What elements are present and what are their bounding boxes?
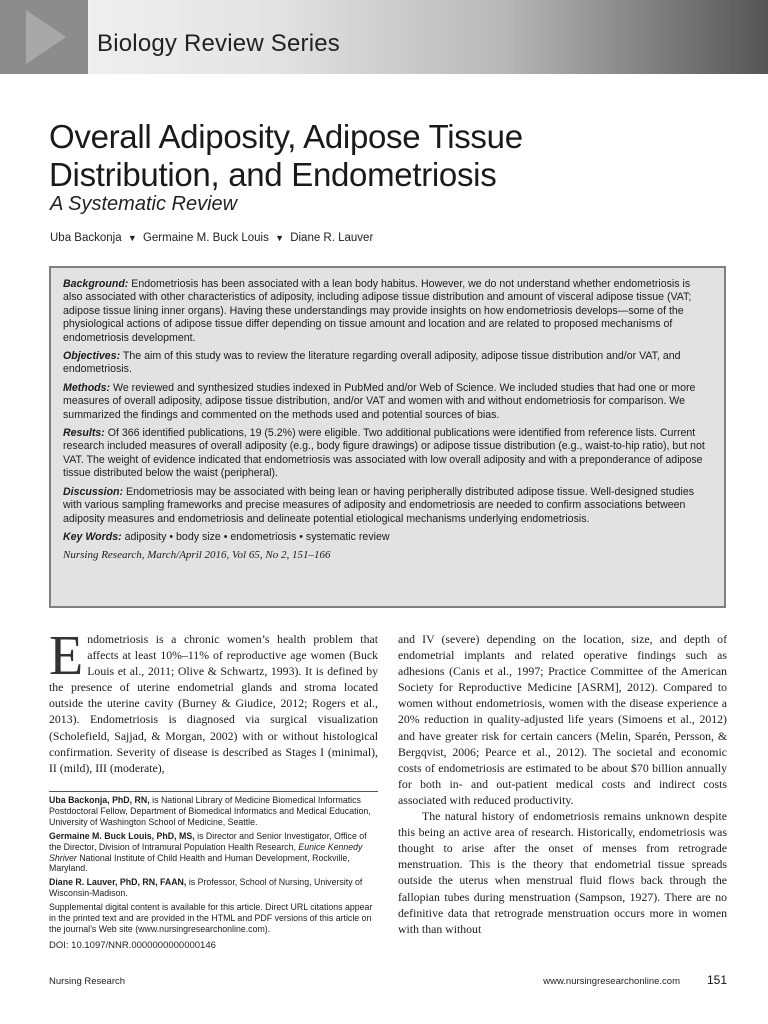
author-note-name: Diane R. Lauver, PhD, RN, FAAN, [49,877,187,888]
abstract-heading: Key Words: [63,530,122,543]
article-subtitle: A Systematic Review [50,193,238,215]
author-note [49,831,380,875]
abstract-keywords [63,531,712,544]
author-note [49,795,380,828]
article-title [49,118,729,194]
abstract-heading: Results: [63,427,105,440]
author-note-text: National Institute of Child Health and Human Development, Rockville, Maryland. [49,852,350,874]
abstract-results [63,427,712,481]
doi-text: DOI: 10.1097/NNR.0000000000000146 [49,940,216,951]
author-note-name: Germaine M. Buck Louis, PhD, MS, [49,830,195,841]
page-number: 151 [706,973,727,987]
abstract-text: adiposity • body size • endometriosis • systematic review [124,530,390,543]
author-separator: ▼ [275,233,284,243]
abstract-text: Of 366 identified publications, 19 (5.2%) were eligible. Two additional publications were identified from reference lists. Current research included measures of overall adiposity (e.g., body figure drawings) or adipose tissue distribution (e.g., waist-to-hip ratio), but not VAT. The weight of evidence indicated that endometriosis was associated with low overall adiposity and with a preponderance of adipose tissue distributed below the waist (peripheral). [63,427,705,480]
author-note-italic: Eunice Kennedy Shriver [49,841,363,863]
abstract-text: We reviewed and synthesized studies indexed in PubMed and/or Web of Science. We included studies that had one or more measures of overall adiposity, adipose tissue distribution, and/or VAT and women with and without endometriosis for comparison. We summarized the findings and commented on the methods used and potential sources of bias. [63,381,696,421]
footnote-divider [49,791,378,792]
supplemental-note: Supplemental digital content is available for this article. Direct URL citations appear in the printed text and are provided in the HTML and PDF versions of this article on the journal’s Web site (www.nursingresearchonline.com). [49,902,373,934]
abstract-text: The aim of this study was to review the literature regarding overall adiposity, adipose tissue distribution and/or VAT, and endometriosis. [63,350,681,376]
body-paragraph [49,625,378,776]
footer-journal: Nursing Research [49,976,126,987]
abstract-text: Endometriosis has been associated with a lean body habitus. However, we do not understand whether endometriosis is also associated with other characteristics of adiposity, including adipose tissue distribution and amount of visceral adipose tissue (VAT; adipose tissue lining inner organs). Having these understandings may provide insights on how endometriosis develops—some of the physiological actions of adipose tissue differ depending on tissue amount and location and are related to proposed mechanisms of endometriosis development. [63,278,692,344]
author-note-text: is Professor, School of Nursing, University of Wisconsin-Madison. [49,877,363,899]
author-separator: ▼ [127,233,137,243]
abstract-heading: Background: [63,278,129,290]
abstract-text: Endometriosis may be associated with being lean or having peripherally distributed adipose tissue. Well-designed studies with various sampling frameworks and precise measures of adiposity and endometriosis are needed to confirm associations between adiposity measures and endometriosis and delineate potential etiological mechanisms underlying endometriosis. [63,485,695,525]
abstract-heading: Objectives: [63,350,121,363]
abstract-heading: Discussion: [63,485,124,498]
body-text: ndometriosis is a chronic women’s health problem that affects at least 10%–11% of reproductive age women (Buck Louis et al., 2011; Olive & Schwartz, 1993). It is defined by the presence of uterine endometrial glands and stroma located outside the uterine cavity (Burney & Giudice, 2012; Rogers et al., 2013). Endometriosis is diagnosed via surgical visualization (Scholefield, Sajjad, & Morgan, 2002) with or without histological confirmation. Severity of disease is described as Stages I (minimal), II (mild), III (moderate), [49,632,378,775]
body-column-left [49,625,378,776]
author-note-name: Uba Backonja, PhD, RN, [49,795,150,805]
abstract-objectives [63,350,712,377]
body-column-right [398,631,727,937]
author-notes [49,795,380,938]
banner-logo-box [0,0,88,74]
abstract-methods [63,382,712,422]
author-name: Germaine M. Buck Louis [142,232,269,244]
drop-cap: E [49,625,84,687]
author-name: Uba Backonja [50,232,122,244]
author-note [49,877,380,899]
abstract-box [49,266,726,608]
footer-url: www.nursingresearchonline.com [543,976,680,987]
author-note-text: is Director and Senior Investigator, Office of the Director, Division of Intramural Population Health Research, [49,830,367,852]
series-banner [0,0,768,74]
body-paragraph: and IV (severe) depending on the location, size, and depth of endometrial implants and related operative findings such as adhesions (Canis et al., 1997; Practice Committee of the American Society for Reproductive Medicine [ASRM], 2012). Compared to women without endometriosis, women with the disease experience a 20% reduction in quality-adjusted life years (Simoens et al., 2012) and have greater risk for certain cancers (Melin, Sparén, Persson, & Bergqvist, 2006; Pearce et al., 2012). The societal and economic costs of endometriosis are estimated to be about $70 billion annually for both in- and out-patient medical costs and indirect costs associated with reduced productivity. [398,632,727,807]
article-title-line1: Overall Adiposity, Adipose Tissue [49,118,523,155]
series-title: Biology Review Series [97,30,340,57]
abstract-background [63,278,712,345]
abstract-heading: Methods: [63,381,111,394]
author-list [50,232,373,244]
author-name: Diane R. Lauver [290,232,374,244]
abstract-discussion [63,486,712,526]
article-title-line2: Distribution, and Endometriosis [49,156,497,193]
body-paragraph: The natural history of endometriosis remains unknown despite this being an active area of research. Historically, endometriosis was thought to arise after the onset of menses from retrograde menstruation. This is the theory that endometrial tissue spreads outside the uterus when menstrual fluid flows back through the fallopian tubes during menstruation (Sampson, 1927). There are no definitive data that retrograde menstruation occurs more in women with than without [398,809,727,936]
journal-citation: Nursing Research, March/April 2016, Vol 65, No 2, 151–166 [63,549,331,562]
author-note-text: is National Library of Medicine Biomedical Informatics Postdoctoral Fellow, Department of Biomedical Informatics and Medical Education, University of Washington School of Medicine, Seattle. [49,795,371,827]
play-triangle-icon [26,10,66,64]
